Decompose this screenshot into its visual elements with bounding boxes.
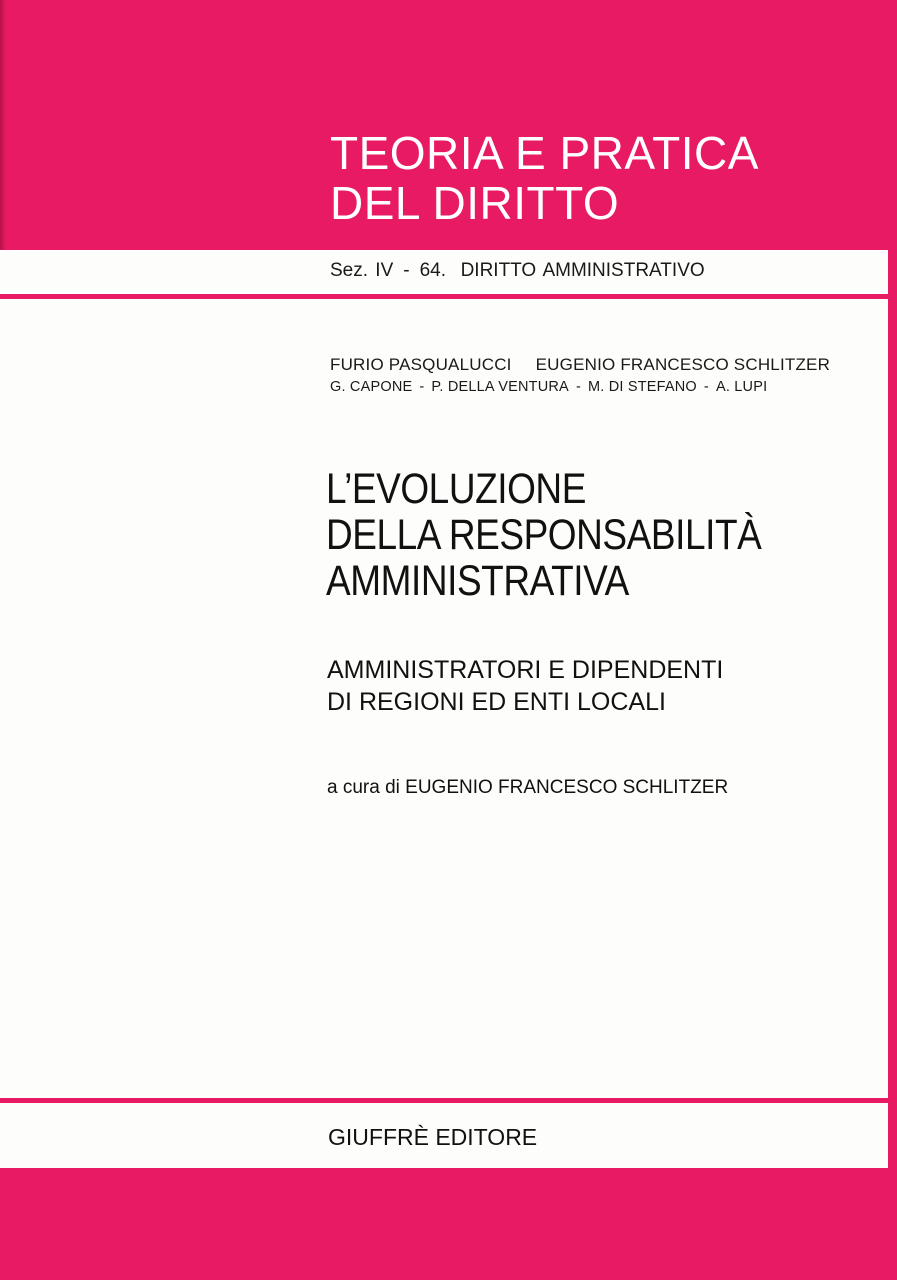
book-subtitle-line-1: AMMINISTRATORI E DIPENDENTI <box>327 656 724 684</box>
section-separator: - <box>403 260 410 281</box>
co-author-3: M. DI STEFANO <box>587 379 697 395</box>
co-authors <box>330 377 767 397</box>
author-2: EUGENIO FRANCESCO SCHLITZER <box>535 355 831 374</box>
co-author-4: A. LUPI <box>715 379 768 395</box>
co-author-sep-3: - <box>703 379 709 395</box>
book-title-line-1: L’EVOLUZIONE <box>326 465 586 513</box>
section-sez: Sez. IV <box>330 260 394 281</box>
publisher-name: GIUFFRÈ EDITORE <box>328 1124 538 1150</box>
top-rule <box>0 294 888 299</box>
co-author-2: P. DELLA VENTURA <box>431 379 569 395</box>
co-author-1: G. CAPONE <box>330 379 413 395</box>
series-title-line-1: TEORIA E PRATICA <box>330 127 759 179</box>
co-author-sep-2: - <box>575 379 581 395</box>
book-title <box>326 466 761 604</box>
bottom-band <box>0 1168 897 1280</box>
book-title-line-3: AMMINISTRATIVA <box>326 557 629 605</box>
right-edge-band <box>888 0 897 1280</box>
author-1: FURIO PASQUALUCCI <box>330 355 512 374</box>
book-subtitle <box>327 654 723 718</box>
series-title <box>330 128 759 228</box>
section-subject: DIRITTO AMMINISTRATIVO <box>460 260 705 281</box>
publisher-rule <box>0 1098 888 1103</box>
main-authors <box>330 354 830 376</box>
editor-credit: a cura di EUGENIO FRANCESCO SCHLITZER <box>327 777 729 798</box>
series-title-line-2: DEL DIRITTO <box>330 177 620 229</box>
book-subtitle-line-2: DI REGIONI ED ENTI LOCALI <box>327 688 666 716</box>
section-line <box>330 258 705 284</box>
book-title-line-2: DELLA RESPONSABILITÀ <box>326 511 762 559</box>
section-number: 64. <box>419 260 446 281</box>
co-author-sep-1: - <box>419 379 425 395</box>
